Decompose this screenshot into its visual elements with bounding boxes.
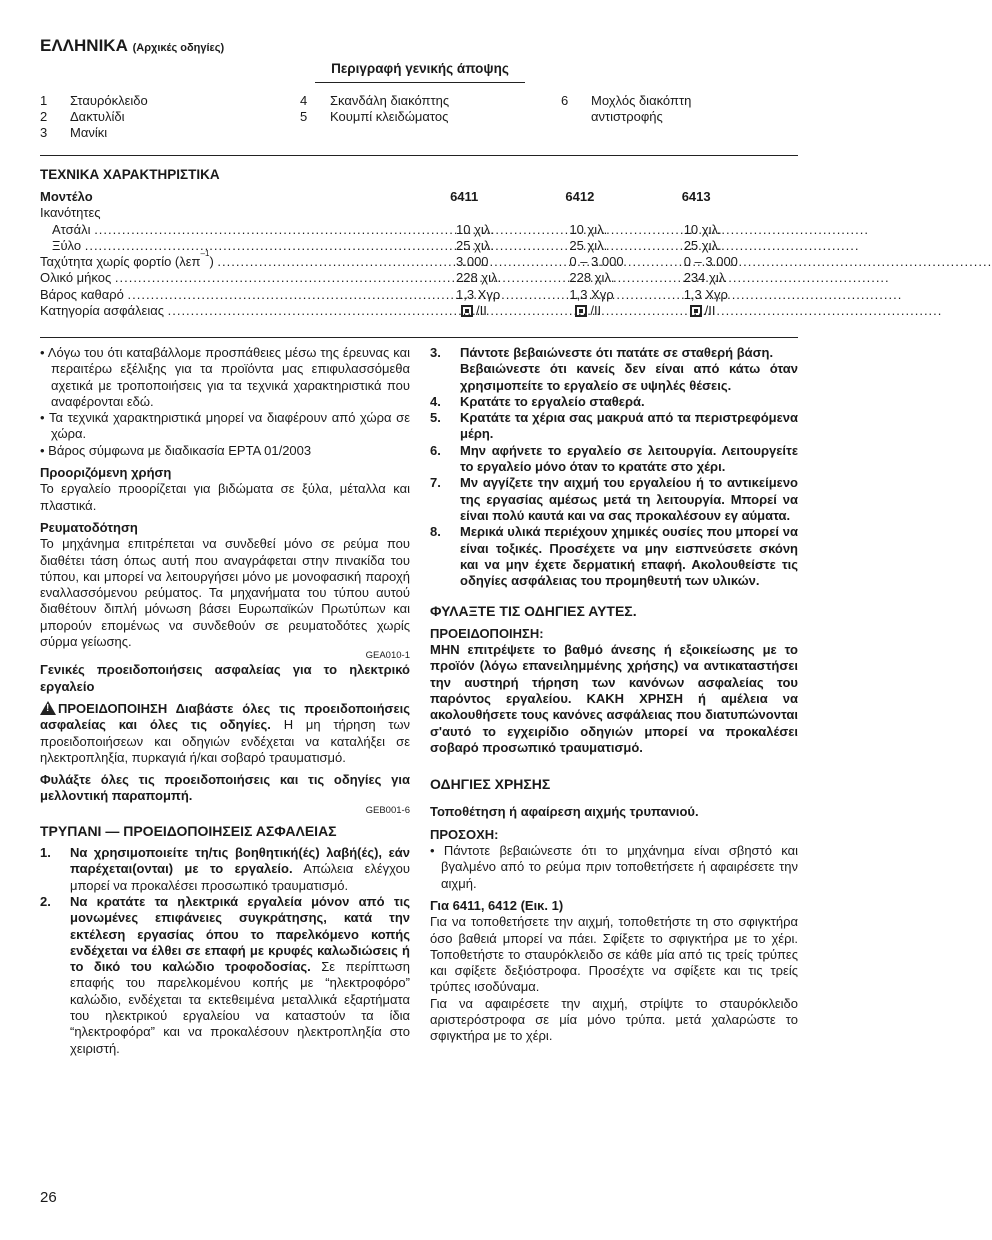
warning-heading: ΠΡΟΕΙΔΟΠΟΙΗΣΗ: (430, 625, 544, 641)
spec-value: 228 χιλ. (569, 270, 615, 286)
warning-text: Η μη τήρηση των προειδοποιήσεων και οδηγιών ενδέχεται να καταλήξει σε ηλεκτροπληξία, πυρκαγιά ή/και σοβαρό τραυματισμό. (40, 717, 411, 765)
spec-label: Κατηγορία ασφάλειας (40, 303, 164, 319)
spec-value: 228 χιλ. (456, 270, 502, 286)
part-label: Κουμπί κλειδώματος (330, 109, 449, 124)
item-text: Κρατάτε το εργαλείο σταθερά. (460, 393, 645, 409)
document-language-title (40, 38, 224, 56)
remove-text: Για να αφαιρέσετε την αιχμή, στρίψτε το σταυρόκλειδο αριστερόστροφα σε μία μόνο τρύπα. μετά χαλαρώστε το σφιγκτήρα με το χέρι. (430, 995, 798, 1044)
item-text: Πάντοτε βεβαιώνεστε ότι πατάτε σε σταθερή βάση. (460, 345, 774, 360)
spec-value: 1,3 Χγρ (683, 286, 728, 302)
caution-heading: ΠΡΟΣΟΧΗ: (430, 826, 499, 842)
class-ii-icon (461, 305, 473, 317)
bullet-item: • Βάρος σύμφωνα με διαδικασία EPTA 01/2003 (40, 442, 312, 458)
specs-title: ΤΕΧΝΙΚΑ ΧΑΡΑΚΤΗΡΙΣΤΙΚΑ (40, 167, 220, 182)
part-label: Μοχλός διακόπτη αντιστροφής (591, 93, 692, 125)
item-number: 8. (430, 524, 441, 540)
warning-triangle-icon (40, 701, 56, 715)
keep-instructions-heading: ΦΥΛΑΞΤΕ ΤΙΣ ΟΔΗΓΙΕΣ ΑΥΤΕΣ. (430, 603, 637, 620)
item-text: Σε περίπτωση επαφής του παρελκομένου κοπής με “ηλεκτροφόρο” καλώδιο, ενδέχεται τα εκτεθειμένα μεταλλικά εξαρτήματα του ηλεκτρικού εργαλείου να καταστούν τα ίδια “ηλεκτροφόρα” και να προκαλέσουν ηλεκτροπληξία στο χειριστή. (70, 959, 410, 1056)
item-number: 1. (40, 845, 51, 861)
numbered-item (430, 410, 798, 443)
item-text: Μην αφήνετε το εργαλείο σε λειτουργία. Λειτουργείτε το εργαλείο μόνο όταν το κρατάτε στο χέρι. (460, 442, 798, 475)
part-label: Δακτυλίδι (70, 109, 125, 124)
part-item (300, 109, 448, 125)
part-number: 6 (561, 93, 569, 108)
bullet-item: • Πάντοτε βεβαιώνεστε ότι το μηχάνημα είναι σβηστό και βγαλμένο από το ρεύμα πριν τοποθετήσετε ή αφαιρέσετε την αιχμή. (430, 843, 798, 891)
bullet-text: Βάρος σύμφωνα με διαδικασία EPTA 01/2003 (48, 442, 312, 458)
spec-value: 25 χιλ. (683, 237, 722, 253)
warning-paragraph (40, 701, 410, 766)
spec-row (40, 270, 798, 286)
numbered-item (430, 443, 798, 476)
part-item (40, 93, 148, 109)
intended-use-text: Το εργαλείο προορίζεται για βιδώματα σε ξύλα, μέταλλα και πλαστικά. (40, 481, 410, 513)
bullet-item: • Τα τεχνικά χαρακτηριστικά μηορεί να διαφέρουν από χώρα σε χώρα. (40, 410, 410, 442)
spec-value: 10 χιλ. (683, 221, 722, 237)
warning-bold: ΠΡΟΕΙΔΟΠΟΙΗΣΗ Διαβάστε όλες τις προειδοποιήσεις ασφαλείας και όλες τις οδηγίες. (40, 700, 410, 733)
part-number: 1 (40, 93, 48, 108)
numbered-item (430, 524, 798, 589)
part-item (300, 93, 449, 109)
install-bit-heading: Τοποθέτηση ή αφαίρεση αιχμής τρυπανιού. (430, 804, 699, 820)
spec-value: 10 χιλ. (569, 221, 608, 237)
divider (40, 155, 798, 156)
capacities-row (40, 205, 798, 221)
item-bold: Να κρατάτε τα ηλεκτρικά εργαλεία μόνον από τις μονωμένες επιφάνειες συγκράτησης, κατά την εκτέλεση εργασίας όπου το παρελκόμενο κοπής ενδέχεται να έλθει σε επαφή με κρυφές καλωδιώσεις ή το δικό του καλώδιο τροφοδοσίας. (70, 893, 410, 975)
spec-row (40, 238, 798, 254)
spec-label: Ατσάλι (52, 221, 91, 237)
spec-value: /II (704, 303, 716, 319)
numbered-item (430, 394, 798, 410)
item-text: Κρατάτε τα χέρια σας μακρυά από τα περιστρεφόμενα μέρη. (460, 410, 798, 442)
page-number: 26 (40, 1189, 57, 1206)
part-item (40, 109, 124, 125)
item-text: Μερικά υλικά περιέχουν χημικές ουσίες που μπορεί να είναι τοξικές. Προσέχετε να μην εισπνεύσετε σκόνη και να μην έχετε δερματική επαφή. Ακολουθείστε τις οδηγίες ασφάλειας του προμηθευτή των υλικών. (460, 524, 798, 589)
model-6411: 6411 (450, 189, 479, 204)
spec-value: 10 χιλ. (456, 221, 494, 237)
drill-safety-heading: ΤΡΥΠΑΝΙ — ΠΡΟΕΙΔΟΠΟΙΗΣΕΙΣ ΑΣΦΑΛΕΙΑΣ (40, 822, 337, 839)
spec-label: Ολικό μήκος (40, 270, 112, 286)
spec-label: Βάρος καθαρό (40, 286, 124, 302)
numbered-item (430, 345, 798, 394)
spec-value: 25 χιλ. (569, 237, 608, 253)
model-instructions-heading: Για 6411, 6412 (Εικ. 1) (430, 897, 564, 913)
language-label: ΕΛΛΗΝΙΚΑ (40, 36, 128, 55)
overview-title: Περιγραφή γενικής άποψης (315, 61, 525, 83)
part-label: Σκανδάλη διακόπτης (330, 93, 450, 108)
item-text: Μν αγγίζετε την αιχμή του εργαλείου ή το αντικείμενο της εργασίας αμέσως μετά τη λειτουργία. Μπορεί να είναι πολύ καυτά και να σας προκαλέσουν εγ αύματα. (460, 475, 798, 523)
item-number: 3. (430, 345, 441, 360)
spec-row (40, 303, 798, 319)
item-number: 6. (430, 442, 441, 458)
part-item (561, 93, 751, 126)
spec-value: /II (476, 303, 487, 319)
item-bold: Να χρησιμοποιείτε τη/τις βοηθητική(ές) λαβή(ές), εάν παρέχεται(ονται) με το εργαλείο. (70, 845, 410, 877)
spec-label: Ξύλο (52, 237, 82, 253)
part-number: 2 (40, 109, 48, 124)
part-label: Σταυρόκλειδο (70, 93, 148, 108)
bullet-text: Τα τεχνικά χαρακτηριστικά μηορεί να διαφέρουν από χώρα σε χώρα. (48, 410, 410, 442)
spec-value: 0 – 3.000 (683, 254, 738, 270)
item-number: 2. (40, 893, 51, 909)
numbered-item (40, 845, 410, 894)
part-label: Μανίκι (70, 125, 108, 140)
spec-row (40, 222, 798, 238)
spec-value: 3.000 (456, 254, 489, 270)
section-code: GEA010-1 (365, 650, 410, 662)
part-item (40, 125, 107, 141)
spec-value: /II (590, 303, 602, 319)
usage-heading: ΟΔΗΓΙΕΣ ΧΡΗΣΗΣ (430, 776, 551, 793)
class-ii-icon (690, 305, 702, 317)
capacities-label: Ικανότητες (40, 205, 101, 221)
section-code: GEB001-6 (365, 804, 410, 816)
item-number: 5. (430, 410, 441, 426)
numbered-item (430, 475, 798, 524)
specs-header-row (40, 189, 798, 205)
part-number: 4 (300, 93, 308, 108)
spec-value: 0 – 3.000 (569, 254, 624, 270)
left-column (40, 345, 410, 1057)
spec-value: 234 χιλ (683, 270, 726, 286)
warning-text: ΜΗΝ επιτρέψετε το βαθμό άνεσης ή εξοικείωσης με το προϊόν (λόγω επανειλημμένης χρήσης) να αντικαταστήσει την αυστηρή τήρηση των κανόνων ασφαλείας του παρόντος εργαλείου. ΚΑΚΗ ΧΡΗΣΗ ή αμέλεια να ακολουθήσετε τους κανόνες ασφάλειας που διατυπώνονται σ'αυτό το εγχειρίδιο οδηγιών μπορεί να προκαλέσει σοβαρό προσωπικό τραυματισμό. (430, 642, 798, 755)
bullet-item: • Λόγω του ότι καταβάλλομε προσπάθειες μέσω της έρευνας και περαιτέρω εξέλιξης για τα προϊόντα μας επιφυλασσόμεθα αχετικά με τροποποιήσεις για τα τεχνικά χαρακτηριστικά που αναφέρονται εδώ. (40, 345, 410, 409)
spec-value: 1,3 Χγρ (456, 286, 501, 302)
general-warnings-heading: Γενικές προειδοποιήσεις ασφαλείας για το ηλεκτρικό εργαλείο (40, 662, 410, 694)
bullet-text: Λόγω του ότι καταβάλλομε προσπάθειες μέσω της έρευνας και περαιτέρω εξέλιξης για τα προϊόντα μας επιφυλασσόμεθα αχετικά με τροποποιήσεις για τα τεχνικά χαρακτηριστικά που αναφέρονται εδώ. (47, 345, 410, 409)
subtitle: (Αρχικές οδηγίες) (132, 42, 225, 54)
caution-text: Πάντοτε βεβαιώνεστε ότι το μηχάνημα είναι σβηστό και βγαλμένο από το ρεύμα πριν τοποθετήσετε ή αφαιρέσετε την αιχμή. (441, 843, 798, 891)
specs-table (40, 189, 798, 319)
part-number: 3 (40, 125, 48, 140)
intended-use-heading: Προοριζόμενη χρήση (40, 465, 172, 481)
spec-row (40, 249, 798, 270)
numbered-item (40, 894, 410, 1057)
model-label: Μοντέλο (40, 189, 93, 204)
superscript: –1 (200, 249, 210, 259)
spec-row (40, 287, 798, 303)
spec-label: Ταχύτητα χωρίς φορτίο (λεπ (40, 254, 201, 270)
model-6412: 6412 (565, 189, 595, 204)
spec-label-end: ) (209, 254, 214, 270)
item-text: Βεβαιώνεστε ότι κανείς δεν είναι από κάτω όταν χρησιμοπείτε το εργαλείο σε υψηλές θέσεις. (460, 361, 798, 393)
item-number: 7. (430, 475, 441, 491)
divider (40, 337, 798, 338)
class-ii-icon (575, 305, 587, 317)
right-column (430, 345, 798, 1051)
keep-instructions-text: Φυλάξτε όλες τις προειδοποιήσεις και τις οδηγίες για μελλοντική παραπομπή. (40, 772, 410, 804)
power-supply-heading: Ρευματοδότηση (40, 519, 138, 535)
part-number: 5 (300, 109, 308, 124)
power-supply-text: Το μηχάνημα επιτρέπεται να συνδεθεί μόνο σε ρεύμα που διαθέτει τάση όπως αυτή που αναγράφεται στην πινακίδα του τύπου, και μπορεί να λειτουργήσει μόνο με μονοφασική παροχή εναλλασσόμενου ρεύματος. Τα μηχανήματα του τύπου αυτού διαθέτουν διπλή μόνωση βάσει Ευρωπαϊκών Πρωτύπων και μπορούν επομένως να συνδεθούν σε ρευματοδότες χωρίς σύρμα γείωσης. (40, 536, 410, 650)
install-text: Για να τοποθετήσετε την αιχμή, τοποθετήστε τη στο σφιγκτήρα όσο βαθειά μπορεί να πάει. Σφίξετε το σφιγκτήρα με το χέρι. Τοποθετήστε το σταυρόκλειδο σε κάθε μία από τις τρείς τρύπες και σφίξετε δεξιόστροφα. Προσέχτε να σφίξετε και τις τρείς τρύπες ισοδύναμα. (430, 914, 798, 995)
spec-value: 25 χιλ. (456, 237, 494, 253)
model-6413: 6413 (681, 189, 711, 204)
spec-value: 1,3 Χγρ (569, 286, 614, 302)
item-number: 4. (430, 393, 441, 409)
item-text: Απώλεια ελέγχου μπορεί να προκαλέσει προσωπικό τραυματισμό. (70, 861, 410, 893)
